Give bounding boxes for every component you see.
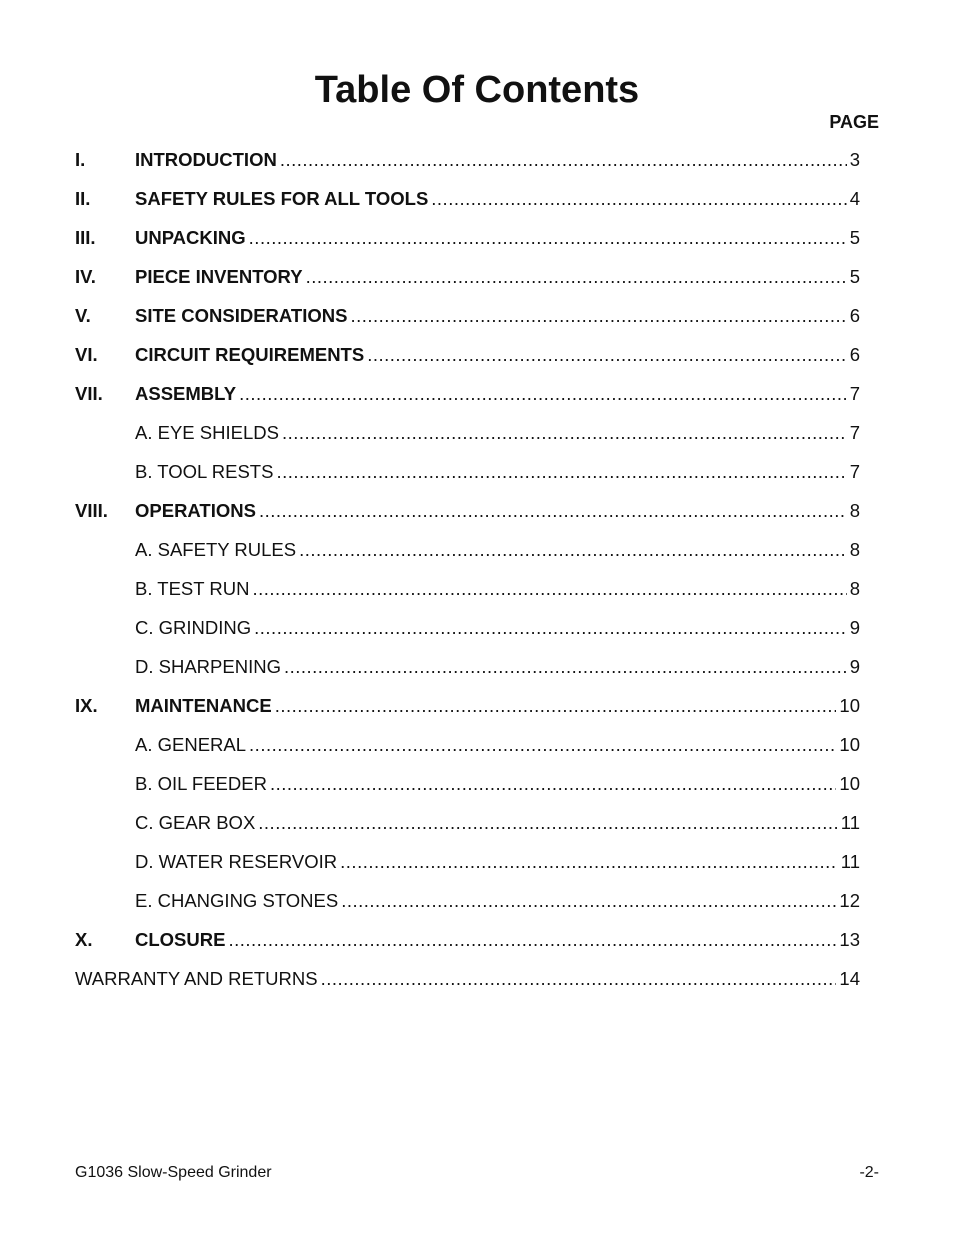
dot-leader	[270, 770, 836, 798]
toc-subentry-water-reservoir[interactable]	[75, 848, 860, 887]
page-number: 10	[839, 734, 860, 755]
dot-leader	[276, 458, 846, 486]
section-title: SITE CONSIDERATIONS	[135, 305, 348, 326]
toc-subentry-gear-box[interactable]	[75, 809, 860, 848]
toc-entry-circuit-requirements[interactable]	[75, 341, 860, 380]
dot-leader	[306, 263, 847, 291]
section-numeral: X.	[75, 929, 93, 950]
subsection-title: A. GENERAL	[135, 734, 247, 755]
dot-leader	[350, 302, 846, 330]
section-title: UNPACKING	[135, 227, 246, 248]
page-number: 12	[839, 890, 860, 911]
page-number: 5	[849, 227, 860, 248]
dot-leader	[321, 965, 837, 993]
toc-subentry-tool-rests[interactable]	[75, 458, 860, 497]
subsection-title: C. GRINDING	[135, 617, 252, 638]
page-title: Table Of Contents	[314, 69, 640, 111]
toc-entry-piece-inventory[interactable]	[75, 263, 860, 302]
section-title: PIECE INVENTORY	[135, 266, 303, 287]
page-number: 11	[840, 812, 860, 833]
dot-leader	[259, 497, 847, 525]
subsection-title: E. CHANGING STONES	[135, 890, 339, 911]
subsection-title: B. OIL FEEDER	[135, 773, 267, 794]
toc-subentry-grinding[interactable]	[75, 614, 860, 653]
toc-entry-site-considerations[interactable]	[75, 302, 860, 341]
dot-leader	[239, 380, 847, 408]
page-number: 10	[839, 695, 860, 716]
table-of-contents	[75, 146, 860, 1004]
section-title: INTRODUCTION	[135, 149, 277, 170]
page-number: 11	[840, 851, 860, 872]
page-number: 10	[839, 773, 860, 794]
page-number: 6	[849, 305, 860, 326]
toc-entry-maintenance[interactable]	[75, 692, 860, 731]
section-numeral: IX.	[75, 695, 98, 716]
subsection-title: B. TOOL RESTS	[135, 461, 274, 482]
toc-entry-introduction[interactable]	[75, 146, 860, 185]
toc-entry-closure[interactable]	[75, 926, 860, 965]
section-numeral: VIII.	[75, 500, 108, 521]
toc-entry-warranty-and-returns[interactable]	[75, 965, 860, 1004]
subsection-title: C. GEAR BOX	[135, 812, 256, 833]
section-numeral: IV.	[75, 266, 96, 287]
page-number: 7	[849, 461, 860, 482]
dot-leader	[280, 146, 847, 174]
page-number: 8	[849, 539, 860, 560]
page-number: 13	[839, 929, 860, 950]
section-numeral: V.	[75, 305, 91, 326]
dot-leader	[254, 614, 847, 642]
page-number: 8	[849, 578, 860, 599]
section-title: CLOSURE	[135, 929, 226, 950]
dot-leader	[341, 887, 836, 915]
page-number: 4	[849, 188, 860, 209]
toc-subentry-general[interactable]	[75, 731, 860, 770]
section-numeral: VII.	[75, 383, 103, 404]
section-numeral: II.	[75, 188, 91, 209]
section-title: CIRCUIT REQUIREMENTS	[135, 344, 365, 365]
toc-subentry-test-run[interactable]	[75, 575, 860, 614]
dot-leader	[249, 224, 847, 252]
dot-leader	[252, 575, 846, 603]
section-title: ASSEMBLY	[135, 383, 237, 404]
dot-leader	[258, 809, 838, 837]
dot-leader	[228, 926, 836, 954]
section-numeral: III.	[75, 227, 96, 248]
page-number: 3	[849, 149, 860, 170]
dot-leader	[431, 185, 846, 213]
toc-subentry-safety-rules[interactable]	[75, 536, 860, 575]
page-number: 5	[849, 266, 860, 287]
section-title: MAINTENANCE	[135, 695, 272, 716]
dot-leader	[282, 419, 847, 447]
footer-product-name: G1036 Slow-Speed Grinder	[75, 1164, 272, 1181]
toc-entry-unpacking[interactable]	[75, 224, 860, 263]
subsection-title: D. WATER RESERVOIR	[135, 851, 338, 872]
toc-entry-assembly[interactable]	[75, 380, 860, 419]
toc-entry-safety-rules-for-all-tools[interactable]	[75, 185, 860, 224]
dot-leader	[299, 536, 847, 564]
dot-leader	[367, 341, 847, 369]
section-title: OPERATIONS	[135, 500, 256, 521]
section-title: SAFETY RULES FOR ALL TOOLS	[135, 188, 429, 209]
page-number: 14	[839, 968, 860, 989]
subsection-title: B. TEST RUN	[135, 578, 250, 599]
page-number: 9	[849, 656, 860, 677]
section-numeral: VI.	[75, 344, 98, 365]
section-numeral: I.	[75, 149, 86, 170]
footer-page-number: -2-	[859, 1164, 879, 1181]
dot-leader	[340, 848, 838, 876]
dot-leader	[249, 731, 836, 759]
page-number: 7	[849, 383, 860, 404]
dot-leader	[275, 692, 837, 720]
page-number: 6	[849, 344, 860, 365]
page-footer	[75, 1163, 879, 1183]
section-title: WARRANTY AND RETURNS	[75, 968, 318, 989]
toc-subentry-eye-shields[interactable]	[75, 419, 860, 458]
page-column-header: PAGE	[829, 112, 879, 132]
subsection-title: A. EYE SHIELDS	[135, 422, 279, 443]
dot-leader	[284, 653, 847, 681]
page-number: 7	[849, 422, 860, 443]
toc-subentry-changing-stones[interactable]	[75, 887, 860, 926]
page-number: 8	[849, 500, 860, 521]
toc-subentry-oil-feeder[interactable]	[75, 770, 860, 809]
page-number: 9	[849, 617, 860, 638]
toc-subentry-sharpening[interactable]	[75, 653, 860, 692]
subsection-title: D. SHARPENING	[135, 656, 281, 677]
toc-entry-operations[interactable]	[75, 497, 860, 536]
subsection-title: A. SAFETY RULES	[135, 539, 297, 560]
